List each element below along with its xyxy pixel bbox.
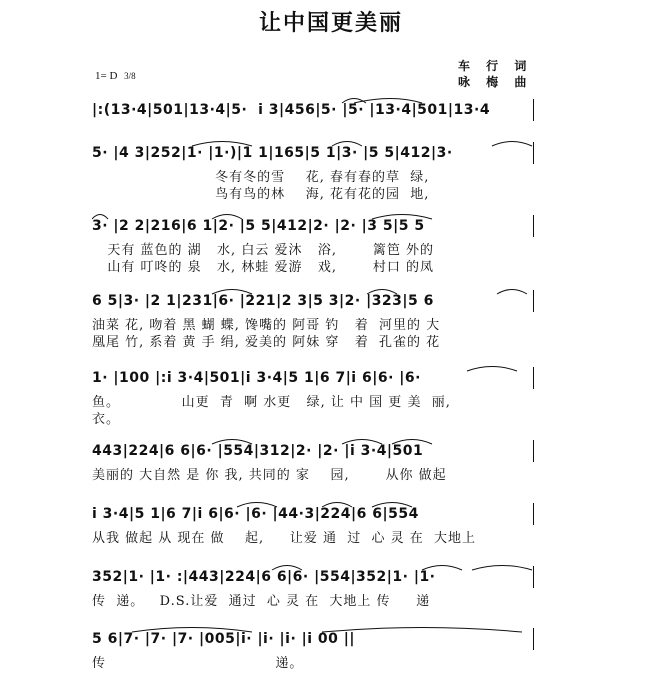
lyric-verse-1: 传 递。 — [92, 656, 304, 671]
lyric-verse-1: 传 递。 D.S.让爱 通过 心 灵 在 大地上 传 递 — [92, 594, 431, 609]
lyric-verse-1: 从我 做起 从 现在 做 起, 让爱 通 过 心 灵 在 大地上 — [92, 531, 477, 546]
lyric-verse-1: 天有 蓝色的 湖 水, 白云 爱沐 浴, 篱笆 外的 — [92, 243, 435, 258]
lyric-verse-2: 鸟有鸟的林 海, 花有花的园 地, — [92, 187, 430, 202]
notation-line: 443|224|6 6|6· |554|312|2· |2· |i 3·4|501 — [92, 440, 534, 462]
lyricist-credit: 车 行 词 — [458, 59, 533, 73]
lyric-verse-1: 油菜 花, 吻着 黑 蝴 蝶, 馋嘴的 阿哥 钓 着 河里的 大 — [92, 318, 441, 333]
notation-line: |:(13·4|501|13·4|5· i 3|456|5· |5· |13·4|501|13·4 — [92, 99, 534, 121]
lyric-verse-2: 凰尾 竹, 系着 黄 手 绢, 爱美的 阿妹 穿 着 孔雀的 花 — [92, 335, 441, 350]
notation-line: i 3·4|5 1|6 7|i 6|6· |6· |44·3|224|6 6|554 — [92, 503, 534, 525]
notation-line: 352|1· |1· :|443|224|6 6|6· |554|352|1· |1· — [92, 566, 534, 588]
notation-line: 5 6|7· |7· |7· |005|i· |i· |i· |i 00 || — [92, 628, 534, 650]
notation-line: 6 5|3· |2 1|231|6· |221|2 3|5 3|2· |323|5 6 — [92, 290, 534, 312]
lyric-verse-2: 山有 叮咚的 泉 水, 林蛙 爱游 戏, 村口 的凤 — [92, 260, 435, 275]
time-signature: 3/8 — [124, 71, 136, 81]
song-title: 让中国更美丽 — [258, 11, 403, 36]
lyric-verse-1: 冬有冬的雪 花, 春有春的草 绿, — [92, 170, 430, 185]
notation-line: 1· |100 |:i 3·4|501|i 3·4|5 1|6 7|i 6|6· |6· — [92, 367, 534, 389]
composer-credit: 咏 梅 曲 — [458, 75, 533, 89]
lyric-verse-1: 鱼。 山更 青 啊 水更 绿, 让 中 国 更 美 丽, — [92, 395, 451, 410]
notation-line: 3· |2 2|216|6 1|2· |5 5|412|2· |2· |3 5|5 5 — [92, 215, 534, 237]
lyric-verse-1: 美丽的 大自然 是 你 我, 共同的 家 园, 从你 做起 — [92, 468, 447, 483]
key-signature: 1= D — [95, 70, 118, 82]
lyric-verse-2: 衣。 — [92, 412, 121, 427]
key-time-signature — [95, 70, 136, 82]
notation-line: 5· |4 3|252|1· |1·)|1 1|165|5 1|3· |5 5|412|3· — [92, 142, 534, 164]
